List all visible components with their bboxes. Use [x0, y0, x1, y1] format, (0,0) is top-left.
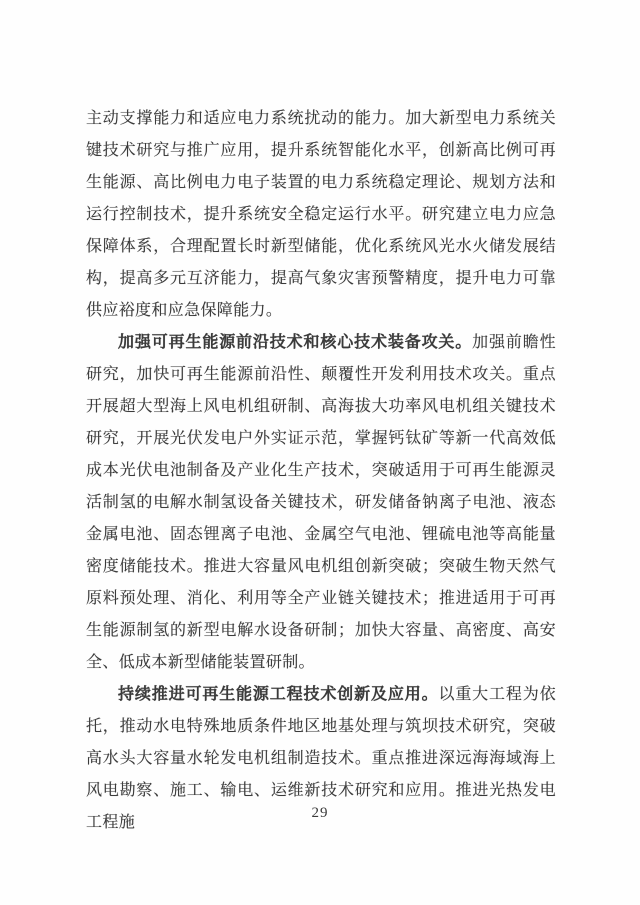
body-paragraph [86, 103, 556, 327]
paragraph-lead: 加强可再生能源前沿技术和核心技术装备攻关。 [118, 334, 473, 351]
body-paragraph [86, 327, 556, 679]
paragraph-text: 加强前瞻性研究，加快可再生能源前沿性、颠覆性开发利用技术攻关。重点开展超大型海上风电机组研制、高海拔大功率风电机组关键技术研究，开展光伏发电户外实证示范，掌握钙钛矿等新一代高效低成本光伏电池制备及产业化生产技术，突破适用于可再生能源灵活制氢的电解水制氢设备关键技术，研发储备钠离子电池、液态金属电池、固态锂离子电池、金属空气电池、锂硫电池等高能量密度储能技术。推进大容量风电机组创新突破；突破生物天然气原料预处理、消化、利用等全产业链关键技术；推进适用于可再生能源制氢的新型电解水设备研制；加快大容量、高密度、高安全、低成本新型储能装置研制。 [86, 334, 556, 671]
paragraph-text: 主动支撑能力和适应电力系统扰动的能力。加大新型电力系统关键技术研究与推广应用，提升系统智能化水平，创新高比例可再生能源、高比例电力电子装置的电力系统稳定理论、规划方法和运行控制技术，提升系统安全稳定运行水平。研究建立电力应急保障体系，合理配置长时新型储能，优化系统风光水火储发展结构，提高多元互济能力，提高气象灾害预警精度，提升电力可靠供应裕度和应急保障能力。 [86, 110, 556, 319]
page-body-text [86, 103, 556, 839]
page-number: 29 [311, 805, 329, 821]
paragraph-text: 以重大工程为依托，推动水电特殊地质条件地区地基处理与筑坝技术研究，突破高水头大容量水轮发电机组制造技术。重点推进深远海海域海上风电勘察、施工、输电、运维新技术研究和应用。推进光热发电工程施 [86, 686, 556, 831]
paragraph-lead: 持续推进可再生能源工程技术创新及应用。 [118, 686, 439, 703]
